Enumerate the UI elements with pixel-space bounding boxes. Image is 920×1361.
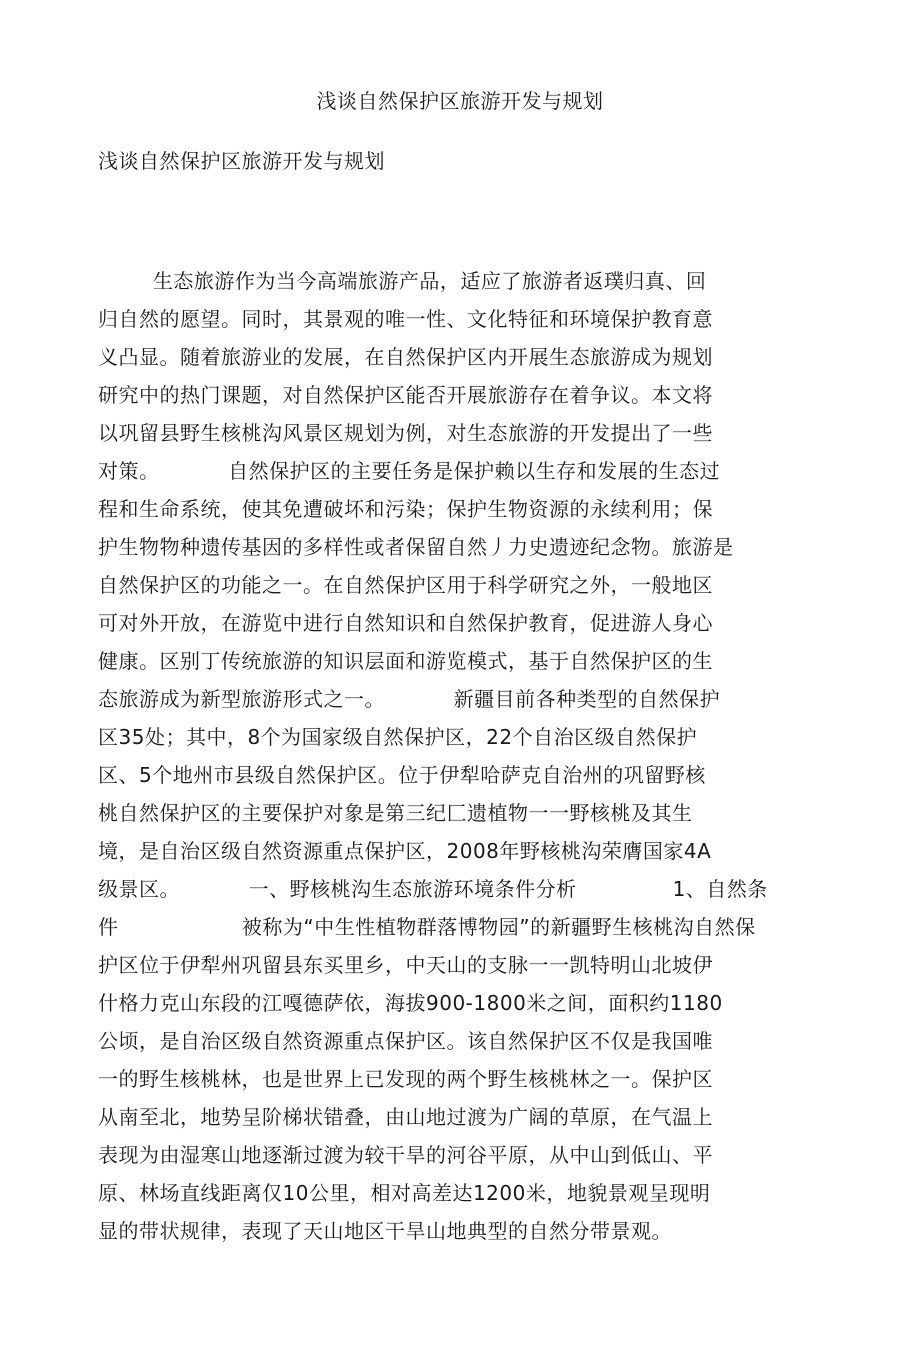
body-text-line: 归自然的愿望。同时，其景观的唯一性、文化特征和环境保护教育意 xyxy=(98,307,713,331)
body-text-line: 级景区。 一、野核桃沟生态旅游环境条件分析 1、自然条 xyxy=(98,877,768,901)
document-title: 浅谈自然保护区旅游开发与规划 xyxy=(316,89,604,113)
body-text-line: 护区位于伊犁州巩留县东买里乡，中天山的支脉一一凯特明山北坡伊 xyxy=(98,953,713,977)
body-text-line: 可对外开放，在游览中进行自然知识和自然保护教育，促进游人身心 xyxy=(98,611,713,635)
body-text-line: 从南至北，地势呈阶梯状错叠，由山地过渡为广阔的草原，在气温上 xyxy=(98,1105,713,1129)
body-text-line: 自然保护区的功能之一。在自然保护区用于科学研究之外，一般地区 xyxy=(98,573,713,597)
body-text-line: 什格力克山东段的江嘎德萨依，海拔900-1800米之间，面积约1180 xyxy=(98,991,723,1015)
body-text-line: 研究中的热门课题，对自然保护区能否开展旅游存在着争议。本文将 xyxy=(98,383,713,407)
body-text-line: 公顷，是自治区级自然资源重点保护区。该自然保护区不仅是我国唯 xyxy=(98,1029,713,1053)
body-text-line: 健康。区别丁传统旅游的知识层面和游览模式，基于自然保护区的生 xyxy=(98,649,713,673)
body-text-line: 一的野生核桃林，也是世界上已发现的两个野生核桃林之一。保护区 xyxy=(98,1067,713,1091)
body-text-line: 桃自然保护区的主要保护对象是第三纪匚遗植物一一野核桃及其生 xyxy=(98,801,693,825)
body-text-line: 程和生命系统，使其免遭破坏和污染；保护生物资源的永续利用；保 xyxy=(98,497,713,521)
body-text-line: 生态旅游作为当今高端旅游产品，适应了旅游者返璞归真、回 xyxy=(98,269,707,293)
body-text-line: 对策。 自然保护区的主要任务是保护赖以生存和发展的生态过 xyxy=(98,459,721,483)
body-text-line: 表现为由湿寒山地逐渐过渡为较干旱的河谷平原，从中山到低山、平 xyxy=(98,1143,713,1167)
body-text-line: 件 被称为“中生性植物群落博物园”的新疆野生核桃沟自然保 xyxy=(98,915,756,939)
body-text-line: 区35处；其中，8个为国家级自然保护区，22个自治区级自然保护 xyxy=(98,725,698,749)
body-text-line: 护生物物种遗传基因的多样性或者保留自然丿力史遗迹纪念物。旅游是 xyxy=(98,535,734,559)
body-text-line: 态旅游成为新型旅游形式之一。 新疆目前各种类型的自然保护 xyxy=(98,687,721,711)
body-text-line: 义凸显。随着旅游业的发展，在自然保护区内开展生态旅游成为规划 xyxy=(98,345,713,369)
body-text-line: 原、林场直线距离仅10公里，相对高差达1200米，地貌景观呈现明 xyxy=(98,1181,711,1205)
body-text-line: 境，是自治区级自然资源重点保护区，2008年野核桃沟荣膺国家4A xyxy=(98,839,712,863)
body-text-line: 以巩留县野生核桃沟风景区规划为例，对生态旅游的开发提出了一些 xyxy=(98,421,713,445)
document-body xyxy=(98,262,858,1250)
body-text-line: 显的带状规律，表现了天山地区干旱山地典型的自然分带景观。 xyxy=(98,1219,672,1243)
body-text-line: 区、5个地州市县级自然保护区。位于伊犁哈萨克自治州的巩留野核 xyxy=(98,763,706,787)
document-subtitle: 浅谈自然保护区旅游开发与规划 xyxy=(98,149,385,173)
